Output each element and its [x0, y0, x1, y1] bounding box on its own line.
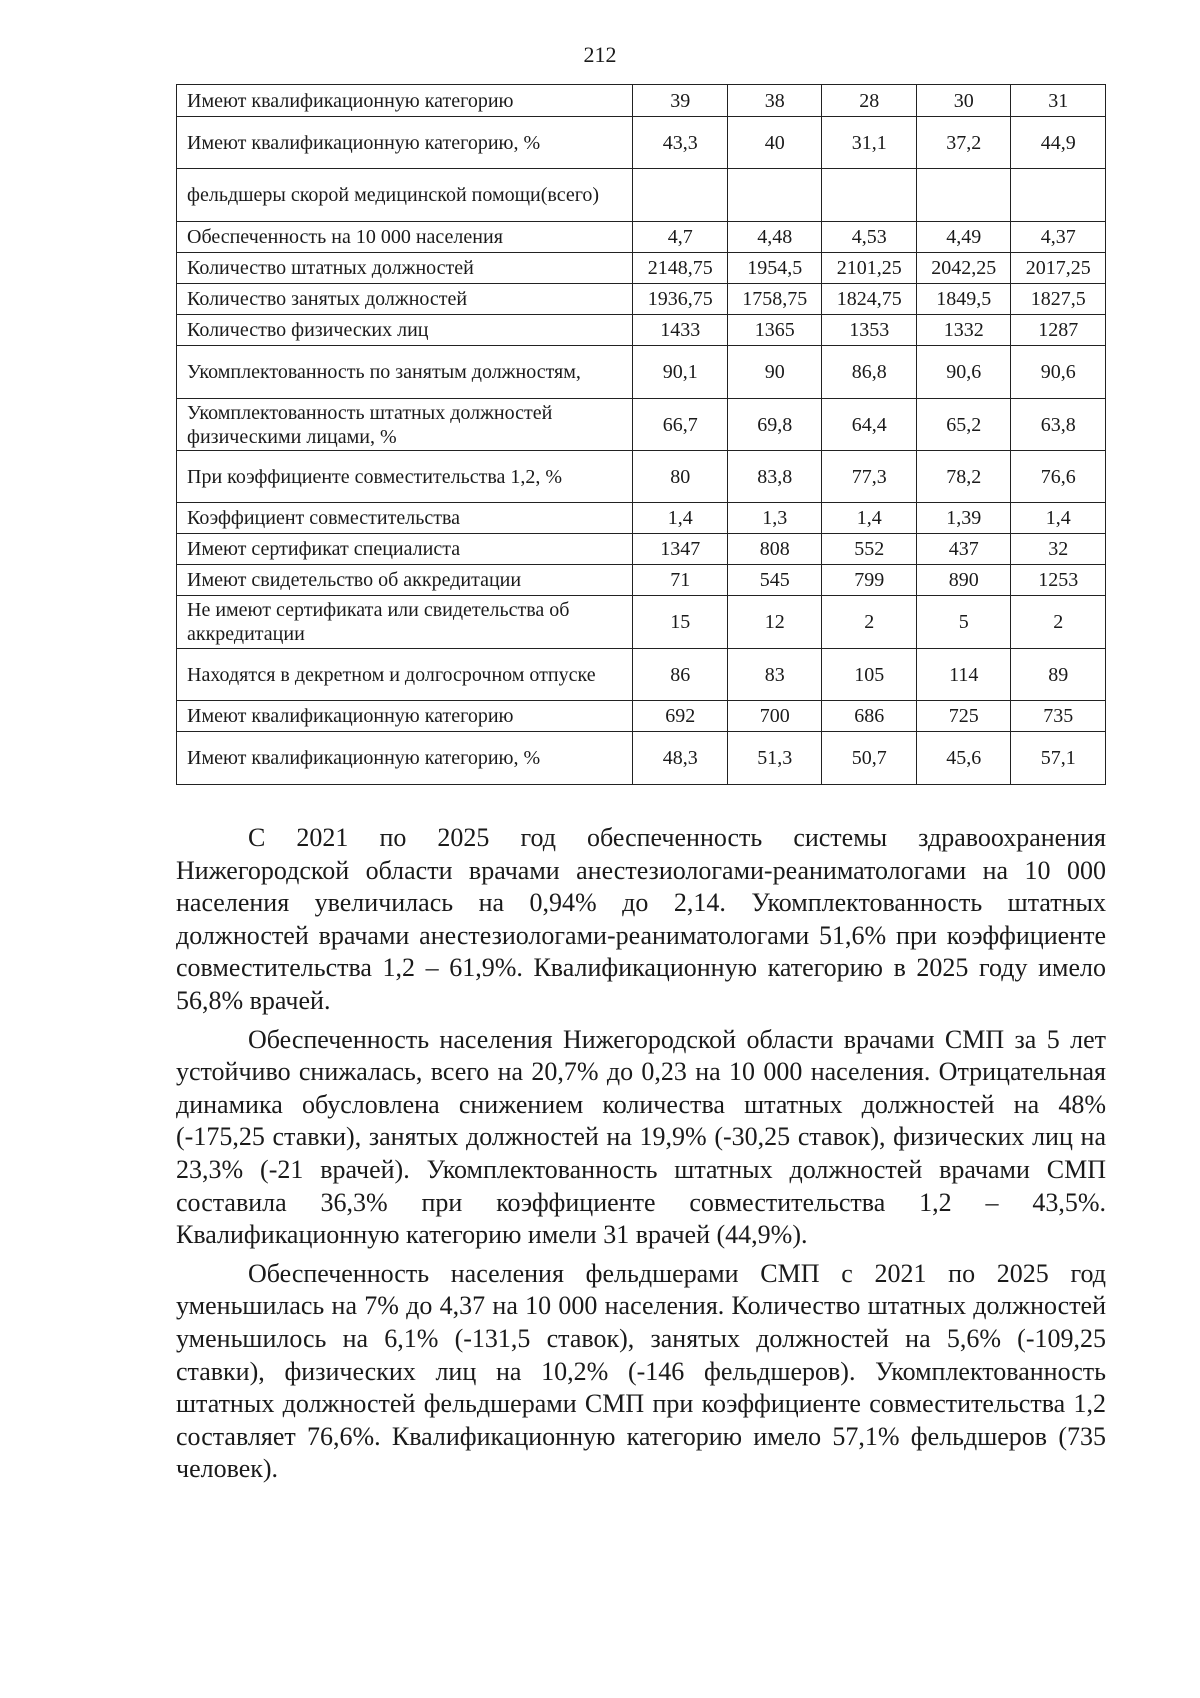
cell-value: 1353: [822, 315, 917, 346]
cell-value: 5: [916, 596, 1011, 649]
cell-value: 686: [822, 701, 917, 732]
cell-value: 65,2: [916, 399, 1011, 451]
table-row: [177, 399, 1106, 451]
cell-value: 1253: [1011, 565, 1106, 596]
cell-value: 15: [633, 596, 728, 649]
cell-value: 1936,75: [633, 284, 728, 315]
page-number: 212: [583, 42, 617, 67]
cell-value: 51,3: [727, 732, 822, 785]
cell-value: 1824,75: [822, 284, 917, 315]
table-row: [177, 315, 1106, 346]
cell-value: 4,48: [727, 222, 822, 253]
table-row: [177, 284, 1106, 315]
table-row: [177, 534, 1106, 565]
cell-value: 32: [1011, 534, 1106, 565]
cell-value: 1347: [633, 534, 728, 565]
cell-value: 90,1: [633, 346, 728, 399]
table-row: [177, 253, 1106, 284]
cell-value: 735: [1011, 701, 1106, 732]
cell-value: 78,2: [916, 451, 1011, 503]
row-label: Количество физических лиц: [177, 315, 633, 346]
cell-value: 64,4: [822, 399, 917, 451]
paragraph-smp-paramedics: Обеспеченность населения фельдшерами СМП с 2021 по 2025 год уменьшилась на 7% до 4,37 на 10 000 населения. Количество штатных должностей уменьшилось на 6,1% (-131,5 ставок), занятых должностей на 5,6% (-109,25 ставки), физических лиц на 10,2% (-146 фельдшеров). Укомплектованность штатных должностей фельдшерами СМП при коэффициенте совместительства 1,2 составляет 76,6%. Квалификационную категорию имело 57,1% фельдшеров (735 человек).: [176, 1258, 1106, 1484]
table-row: [177, 649, 1106, 701]
cell-value: 89: [1011, 649, 1106, 701]
cell-value: 1954,5: [727, 253, 822, 284]
cell-value: 2101,25: [822, 253, 917, 284]
cell-value: 39: [633, 85, 728, 117]
cell-value: 2017,25: [1011, 253, 1106, 284]
cell-value: 76,6: [1011, 451, 1106, 503]
cell-value: 90: [727, 346, 822, 399]
cell-value: 4,49: [916, 222, 1011, 253]
cell-value: [633, 169, 728, 222]
cell-value: 63,8: [1011, 399, 1106, 451]
body-text: [176, 822, 1106, 1492]
cell-value: [822, 169, 917, 222]
cell-value: 1433: [633, 315, 728, 346]
row-label: Не имеют сертификата или свидетельства об аккредитации: [177, 596, 633, 649]
cell-value: 1365: [727, 315, 822, 346]
row-label: Находятся в декретном и долгосрочном отпуске: [177, 649, 633, 701]
row-label: Количество штатных должностей: [177, 253, 633, 284]
table-row: [177, 222, 1106, 253]
table-row: [177, 346, 1106, 399]
table-row: [177, 503, 1106, 534]
cell-value: 725: [916, 701, 1011, 732]
table-row: [177, 565, 1106, 596]
table-row: [177, 732, 1106, 785]
row-label: Коэффициент совместительства: [177, 503, 633, 534]
row-label: Обеспеченность на 10 000 населения: [177, 222, 633, 253]
cell-value: 1,4: [633, 503, 728, 534]
cell-value: 31,1: [822, 117, 917, 169]
cell-value: 30: [916, 85, 1011, 117]
cell-value: 90,6: [1011, 346, 1106, 399]
cell-value: 700: [727, 701, 822, 732]
cell-value: [916, 169, 1011, 222]
cell-value: 105: [822, 649, 917, 701]
cell-value: 83,8: [727, 451, 822, 503]
paragraph-smp-doctors: Обеспеченность населения Нижегородской области врачами СМП за 5 лет устойчиво снижалась, всего на 20,7% до 0,23 на 10 000 населения. Отрицательная динамика обусловлена снижением количества штатных должностей на 48% (-175,25 ставки), занятых должностей на 19,9% (-30,25 ставок), физических лиц на 23,3% (-21 врачей). Укомплектованность штатных должностей врачами СМП составила 36,3% при коэффициенте совместительства 1,2 – 43,5%. Квалификационную категорию имели 31 врачей (44,9%).: [176, 1024, 1106, 1250]
cell-value: 692: [633, 701, 728, 732]
cell-value: 90,6: [916, 346, 1011, 399]
cell-value: 2: [1011, 596, 1106, 649]
row-label: Имеют квалификационную категорию: [177, 85, 633, 117]
row-label: фельдшеры скорой медицинской помощи(всего): [177, 169, 633, 222]
cell-value: 66,7: [633, 399, 728, 451]
row-label: Имеют сертификат специалиста: [177, 534, 633, 565]
cell-value: 890: [916, 565, 1011, 596]
table-body: [177, 85, 1106, 785]
cell-value: 808: [727, 534, 822, 565]
cell-value: 1287: [1011, 315, 1106, 346]
cell-value: 80: [633, 451, 728, 503]
cell-value: 799: [822, 565, 917, 596]
cell-value: 1758,75: [727, 284, 822, 315]
cell-value: 50,7: [822, 732, 917, 785]
table-row: [177, 85, 1106, 117]
cell-value: 1,4: [822, 503, 917, 534]
cell-value: [1011, 169, 1106, 222]
cell-value: 437: [916, 534, 1011, 565]
cell-value: 1827,5: [1011, 284, 1106, 315]
staffing-table: [176, 84, 1106, 785]
row-label: Имеют квалификационную категорию, %: [177, 117, 633, 169]
cell-value: 48,3: [633, 732, 728, 785]
row-label: Укомплектованность штатных должностей физическими лицами, %: [177, 399, 633, 451]
cell-value: 114: [916, 649, 1011, 701]
cell-value: 4,37: [1011, 222, 1106, 253]
cell-value: 83: [727, 649, 822, 701]
table-row: [177, 596, 1106, 649]
cell-value: 1332: [916, 315, 1011, 346]
cell-value: 1849,5: [916, 284, 1011, 315]
cell-value: 12: [727, 596, 822, 649]
cell-value: 4,7: [633, 222, 728, 253]
row-label: Укомплектованность по занятым должностям,: [177, 346, 633, 399]
cell-value: 31: [1011, 85, 1106, 117]
cell-value: 40: [727, 117, 822, 169]
cell-value: 43,3: [633, 117, 728, 169]
cell-value: 4,53: [822, 222, 917, 253]
cell-value: 71: [633, 565, 728, 596]
row-label: Имеют квалификационную категорию, %: [177, 732, 633, 785]
row-label: Имеют свидетельство об аккредитации: [177, 565, 633, 596]
row-label: При коэффициенте совместительства 1,2, %: [177, 451, 633, 503]
cell-value: 57,1: [1011, 732, 1106, 785]
cell-value: 2042,25: [916, 253, 1011, 284]
cell-value: 552: [822, 534, 917, 565]
paragraph-anesthesiologists: С 2021 по 2025 год обеспеченность системы здравоохранения Нижегородской области врачами анестезиологами-реаниматологами на 10 000 населения увеличилась на 0,94% до 2,14. Укомплектованность штатных должностей врачами анестезиологами-реаниматологами 51,6% при коэффициенте совместительства 1,2 – 61,9%. Квалификационную категорию в 2025 году имело 56,8% врачей.: [176, 823, 1106, 1015]
cell-value: [727, 169, 822, 222]
table-row: [177, 169, 1106, 222]
cell-value: 2148,75: [633, 253, 728, 284]
cell-value: 44,9: [1011, 117, 1106, 169]
cell-value: 69,8: [727, 399, 822, 451]
row-label: Имеют квалификационную категорию: [177, 701, 633, 732]
cell-value: 37,2: [916, 117, 1011, 169]
cell-value: 1,3: [727, 503, 822, 534]
table-row: [177, 117, 1106, 169]
cell-value: 77,3: [822, 451, 917, 503]
cell-value: 545: [727, 565, 822, 596]
table-row: [177, 701, 1106, 732]
cell-value: 2: [822, 596, 917, 649]
cell-value: 28: [822, 85, 917, 117]
cell-value: 38: [727, 85, 822, 117]
table-row: [177, 451, 1106, 503]
cell-value: 1,4: [1011, 503, 1106, 534]
cell-value: 86,8: [822, 346, 917, 399]
cell-value: 45,6: [916, 732, 1011, 785]
cell-value: 1,39: [916, 503, 1011, 534]
row-label: Количество занятых должностей: [177, 284, 633, 315]
cell-value: 86: [633, 649, 728, 701]
